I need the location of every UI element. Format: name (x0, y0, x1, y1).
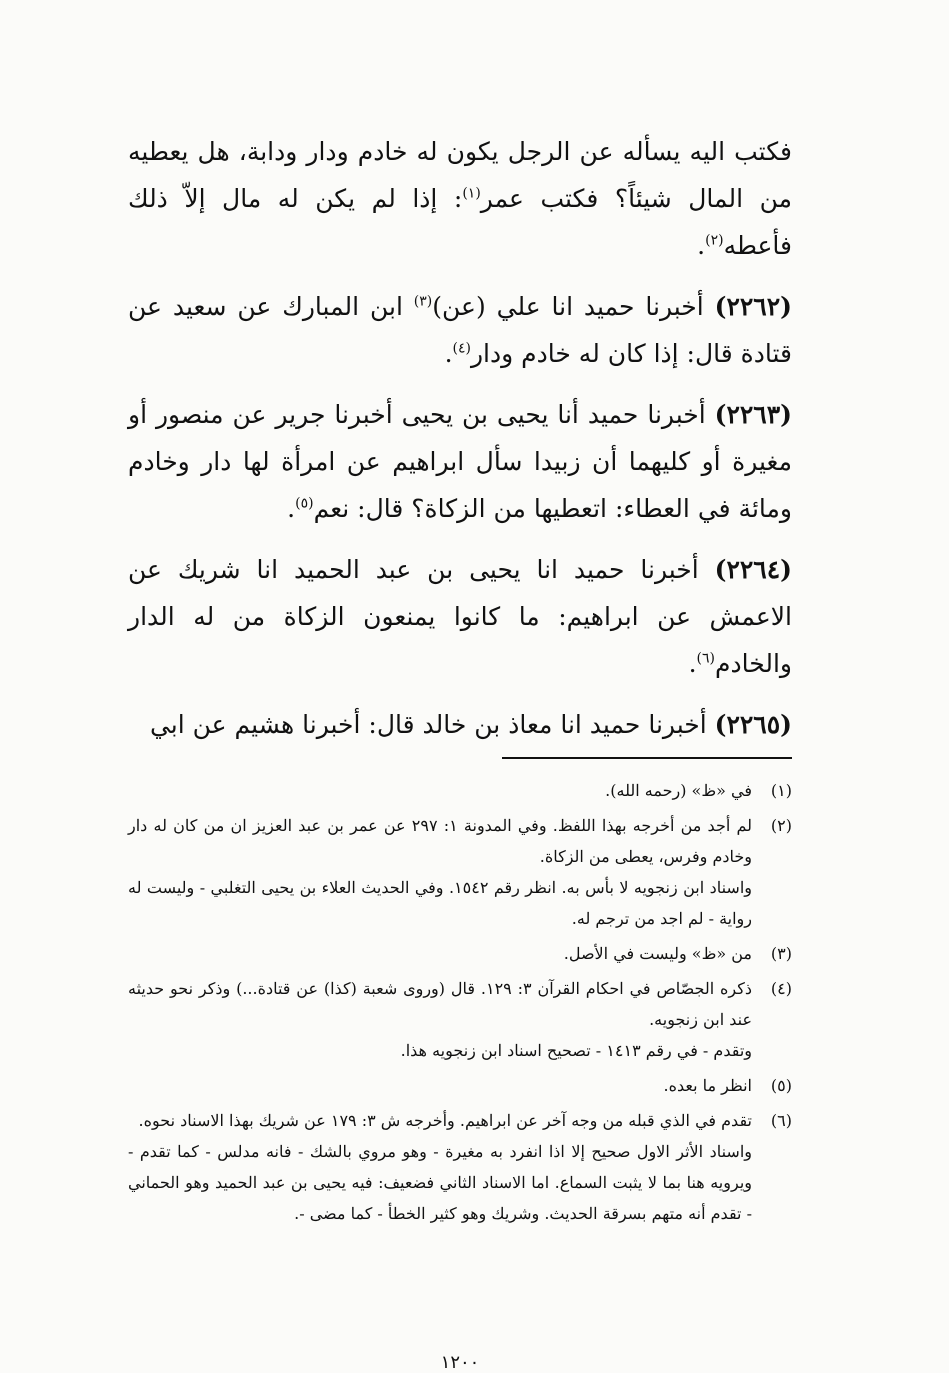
paragraph-text: : إذا لم يكن له مال إلاّ ذلك فأعطه (128, 184, 792, 260)
hadith-2262 (128, 283, 792, 377)
footnote-body (128, 810, 752, 934)
footnote-body (128, 1105, 752, 1229)
footnote-label: (٥) (770, 1076, 792, 1095)
page-content (128, 128, 792, 1373)
hadith-2263 (128, 391, 792, 532)
footnote-body (128, 1070, 752, 1101)
paragraph-text: فكتب اليه يسأله عن الرجل يكون له خادم ودار ودابة، هل يعطيه من المال شيئاً؟ فكتب عمر (128, 137, 792, 213)
footnote-2 (128, 810, 792, 934)
paragraph-text: أخبرنا حميد انا معاذ بن خالد قال: أخبرنا هشيم عن ابي (149, 710, 715, 739)
footnote-line: وتقدم - في رقم ١٤١٣ - تصحيح اسناد ابن زنجويه هذا. (400, 1041, 752, 1060)
footnote-ref: (١) (462, 185, 481, 202)
hadith-2265 (128, 701, 792, 748)
hadith-number: (٢٢٦٣) (714, 400, 792, 429)
footnote-4 (128, 973, 792, 1066)
footnote-line: واسناد ابن زنجويه لا بأس به. انظر رقم ١٥٤٢. وفي الحديث العلاء بن يحيى التغلبي - وليست له رواية - لم اجد من ترجم له. (128, 878, 753, 928)
hadith-number: (٢٢٦٢) (714, 292, 792, 321)
hadith-number: (٢٢٦٤) (714, 555, 792, 584)
page-number: ١٢٠٠ (440, 1352, 480, 1373)
footnote-label: (٣) (770, 944, 792, 963)
paragraph-continuation (128, 128, 792, 269)
paragraph-text: . (697, 231, 706, 260)
footnote-1 (128, 775, 792, 806)
footnote-body (128, 775, 752, 806)
paragraph-text: . (688, 649, 697, 678)
footnote-5 (128, 1070, 792, 1101)
paragraph-text: ابن المبارك عن سعيد عن قتادة قال: إذا كان له خادم ودار (128, 292, 792, 368)
footnote-line: من «ظ» وليست في الأصل. (563, 944, 752, 963)
footnote-line: لم أجد من أخرجه بهذا اللفظ. وفي المدونة ١: ٢٩٧ عن عمر بن عبد العزيز ان من كان له دار وخادم وفرس، يعطى من الزكاة. (128, 816, 753, 866)
footnote-body (128, 973, 752, 1066)
footnote-divider (502, 757, 792, 759)
footnote-label: (١) (770, 781, 792, 800)
footnote-ref: (٥) (295, 495, 314, 512)
paragraph-text: أخبرنا حميد انا علي (عن) (432, 292, 715, 321)
footnote-ref: (٣) (413, 293, 433, 310)
paragraph-text: أخبرنا حميد أنا يحيى بن يحيى أخبرنا جرير عن منصور أو مغيرة أو كليهما أن زبيدا سأل ابراهيم عن امرأة لها دار وخادم ومائة في العطاء: اتعطيها من الزكاة؟ قال: نعم (128, 400, 792, 523)
main-text (128, 128, 792, 748)
hadith-number: (٢٢٦٥) (714, 710, 792, 739)
footnote-line: واسناد الأثر الاول صحيح إلا اذا انفرد به مغيرة - وهو مروي بالشك - فانه مدلس - كما تقدم - ويرويه هنا بما لا يثبت السماع. اما الاسناد الثاني فضعيف: فيه يحيى بن عبد الحميد وهو الحماني - تقدم أنه متهم بسرقة الحديث. وشريك وهو كثير الخطأ - كما مضى -. (128, 1142, 752, 1223)
footnote-ref: (٦) (696, 650, 715, 667)
footnote-label: (٢) (770, 816, 792, 835)
footnote-line: تقدم في الذي قبله من وجه آخر عن ابراهيم. وأخرجه ش ٣: ١٧٩ عن شريك بهذا الاسناد نحوه. (138, 1111, 752, 1130)
footnote-line: ذكره الجصّاص في احكام القرآن ٣: ١٢٩. قال (وروى شعبة (كذا) عن قتادة...) وذكر نحو حديثه عند ابن زنجويه. (128, 979, 752, 1029)
footnote-line: في «ظ» (رحمه الله). (605, 781, 752, 800)
footnote-3 (128, 938, 792, 969)
footnote-line: انظر ما بعده. (663, 1076, 752, 1095)
hadith-2264 (128, 546, 792, 687)
footnote-body (128, 938, 752, 969)
footnote-label: (٤) (770, 979, 792, 998)
footnote-ref: (٢) (705, 232, 724, 249)
paragraph-text: أخبرنا حميد انا يحيى بن عبد الحميد انا شريك عن الاعمش عن ابراهيم: ما كانوا يمنعون الزكاة من له الدار والخادم (128, 555, 792, 678)
footnote-label: (٦) (770, 1111, 792, 1130)
footnotes (128, 775, 792, 1229)
paragraph-text: . (287, 494, 296, 523)
footnote-ref: (٤) (452, 340, 471, 357)
paragraph-text: . (444, 339, 453, 368)
footnote-6 (128, 1105, 792, 1229)
